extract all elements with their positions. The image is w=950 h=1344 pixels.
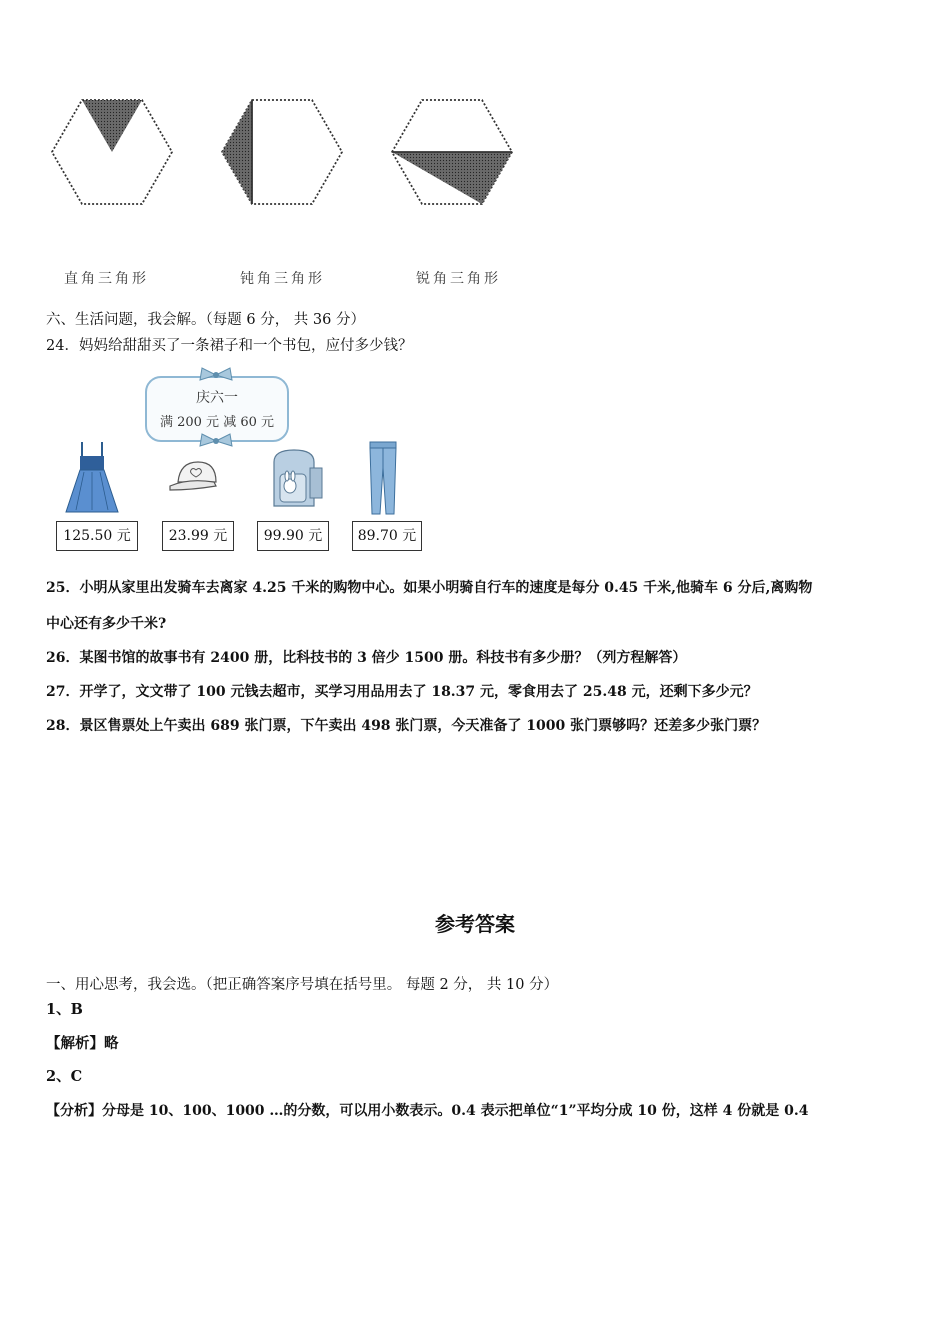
hexagon-right-triangle (52, 100, 172, 204)
price-backpack: 99.90 元 (257, 521, 329, 551)
hexagon-acute-triangle (392, 100, 512, 204)
backpack-icon (264, 446, 326, 512)
question-28: 28．景区售票处上午卖出 689 张门票，下午卖出 498 张门票，今天准备了 1000 张门票够吗？还差多少张门票？ (46, 718, 767, 734)
section6-heading: 六、生活问题，我会解。（每题 6 分， 共 36 分） (46, 312, 365, 328)
question-24: 24．妈妈给甜甜买了一条裙子和一个书包，应付多少钱？ (46, 338, 413, 354)
price-dress: 125.50 元 (56, 521, 138, 551)
answer-2-note: 【分析】分母是 10、100、1000 …的分数，可以用小数表示。0.4 表示把单位“1”平均分成 10 份，这样 4 份就是 0.4 (46, 1103, 809, 1119)
answer-1: 1、B (46, 1001, 83, 1018)
question-26: 26．某图书馆的故事书有 2400 册，比科技书的 3 倍少 1500 册。科技书有多少册？（列方程解答） (46, 650, 687, 666)
bow-icon (196, 366, 236, 384)
label-obtuse-triangle: 钝角三角形 (240, 271, 325, 287)
answer-2: 2、C (46, 1068, 83, 1085)
hexagon-obtuse-triangle (222, 100, 342, 204)
cap-icon (168, 458, 222, 496)
answers-section1-heading: 一、用心思考，我会选。（把正确答案序号填在括号里。 每题 2 分， 共 10 分） (46, 977, 559, 993)
question-25-line1: 25．小明从家里出发骑车去离家 4.25 千米的购物中心。如果小明骑自行车的速度是每分 0.45 千米,他骑车 6 分后,离购物 (46, 580, 813, 596)
hexagon-figures (40, 90, 530, 215)
jeans-icon (366, 440, 400, 516)
label-right-triangle: 直角三角形 (64, 271, 149, 287)
promo-line2: 满 200 元 减 60 元 (159, 415, 275, 430)
answer-1-note: 【解析】略 (46, 1035, 119, 1052)
dress-icon (62, 440, 122, 516)
label-acute-triangle: 锐角三角形 (416, 271, 501, 287)
bow-icon (196, 432, 236, 450)
price-jeans: 89.70 元 (352, 521, 422, 551)
price-cap: 23.99 元 (162, 521, 234, 551)
question-25-line2: 中心还有多少千米? (46, 616, 167, 632)
promo-line1: 庆六一 (196, 390, 238, 406)
question-27: 27．开学了，文文带了 100 元钱去超市，买学习用品用去了 18.37 元，零食用去了 25.48 元，还剩下多少元？ (46, 684, 758, 700)
answers-title: 参考答案 (435, 912, 515, 936)
